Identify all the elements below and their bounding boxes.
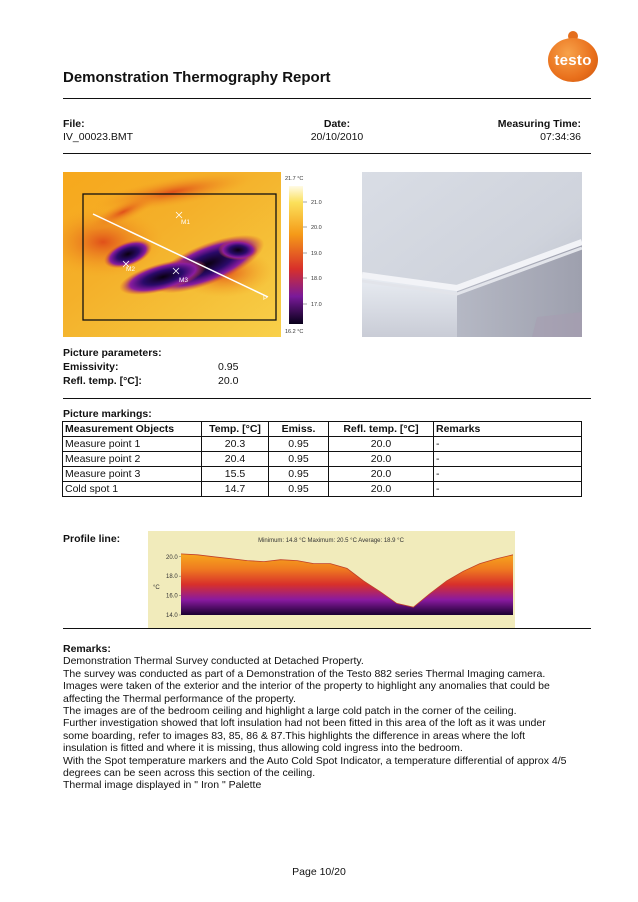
cell-temp: 20.4	[202, 452, 269, 467]
params-rule	[63, 398, 591, 399]
temperature-scale	[283, 172, 343, 337]
col-temp: Temp. [°C]	[202, 422, 269, 437]
remarks-line: With the Spot temperature markers and the Auto Cold Spot Indicator, a temperature differential of approx 4/5	[63, 754, 567, 767]
scale-tick: 17.0	[311, 302, 322, 308]
page-number: Page 10/20	[292, 866, 346, 878]
scale-tick: 21.0	[311, 200, 322, 206]
remarks-line: insulation is fitted and where it is missing, thus allowing cold ingress into the bedroom.	[63, 742, 463, 755]
cell-object: Measure point 3	[63, 467, 202, 482]
remarks-line: Demonstration Thermal Survey conducted at Detached Property.	[63, 655, 364, 668]
cell-emiss: 0.95	[269, 467, 329, 482]
cell-remarks: -	[434, 452, 582, 467]
visual-photo	[362, 172, 582, 337]
testo-logo: testo	[548, 38, 598, 82]
table-row	[63, 452, 582, 467]
cell-refl: 20.0	[329, 452, 434, 467]
cell-object: Measure point 2	[63, 452, 202, 467]
time-value: 07:34:36	[540, 131, 581, 143]
scale-tick: 19.0	[311, 251, 322, 257]
markings-table	[62, 421, 582, 497]
cell-temp: 15.5	[202, 467, 269, 482]
date-value: 20/10/2010	[310, 131, 364, 143]
remarks-line: Thermal image displayed in " Iron " Palette	[63, 779, 262, 792]
table-row	[63, 482, 582, 497]
remarks-heading: Remarks:	[63, 643, 111, 655]
picture-params-heading: Picture parameters:	[63, 347, 162, 359]
cell-refl: 20.0	[329, 437, 434, 452]
refl-temp-value: 20.0	[218, 375, 239, 387]
scale-tick: 20.0	[311, 225, 322, 231]
profile-label: Profile line:	[63, 533, 121, 545]
cell-emiss: 0.95	[269, 437, 329, 452]
marker-p: P	[263, 295, 268, 302]
marker-m3: M3	[179, 277, 189, 284]
profile-y-tick: 18.0	[166, 574, 178, 581]
profile-y-tick: 20.0	[166, 554, 178, 561]
remarks-line: degrees can be seen across this section of the ceiling.	[63, 767, 316, 780]
table-row	[63, 437, 582, 452]
scale-max: 21.7 °C	[285, 176, 304, 182]
remarks-section	[63, 643, 588, 792]
markings-heading: Picture markings:	[63, 408, 152, 420]
table-row	[63, 467, 582, 482]
col-remarks: Remarks	[434, 422, 582, 437]
profile-y-tick: 16.0	[166, 593, 178, 600]
cell-object: Measure point 1	[63, 437, 202, 452]
cell-temp: 20.3	[202, 437, 269, 452]
info-rule	[63, 153, 591, 154]
cell-remarks: -	[434, 482, 582, 497]
col-measurement-objects: Measurement Objects	[63, 422, 202, 437]
cell-temp: 14.7	[202, 482, 269, 497]
time-label: Measuring Time:	[497, 118, 581, 130]
profile-unit: °C	[153, 585, 160, 591]
col-emiss: Emiss.	[269, 422, 329, 437]
emissivity-value: 0.95	[218, 361, 239, 373]
profile-y-tick: 14.0	[166, 613, 178, 619]
page-title: Demonstration Thermography Report	[63, 69, 331, 86]
cell-object: Cold spot 1	[63, 482, 202, 497]
scale-tick: 18.0	[311, 276, 322, 282]
cell-refl: 20.0	[329, 482, 434, 497]
cell-remarks: -	[434, 467, 582, 482]
refl-temp-label: Refl. temp. [°C]:	[63, 375, 142, 387]
profile-chart	[148, 531, 515, 629]
table-header-row	[63, 422, 582, 437]
cell-refl: 20.0	[329, 467, 434, 482]
file-label: File:	[63, 118, 85, 130]
profile-stats: Minimum: 14.8 °C Maximum: 20.5 °C Average: 18.9 °C	[258, 538, 404, 544]
remarks-line: The images are of the bedroom ceiling and highlight a large cold patch in the corner of the ceiling.	[63, 705, 517, 718]
header-rule	[63, 98, 591, 99]
remarks-line: Images were taken of the exterior and the interior of the property to highlight any anomalies that could be	[63, 680, 550, 693]
profile-rule	[63, 628, 591, 629]
remarks-line: affecting the Thermal performance of the property.	[63, 692, 296, 705]
marker-m2: M2	[126, 266, 136, 273]
emissivity-label: Emissivity:	[63, 361, 119, 373]
remarks-line: Further investigation showed that loft insulation had not been fitted in this area of the loft as it was under	[63, 717, 546, 730]
cell-emiss: 0.95	[269, 452, 329, 467]
date-label: Date:	[323, 118, 351, 130]
col-refl-temp: Refl. temp. [°C]	[329, 422, 434, 437]
marker-m1: M1	[181, 219, 191, 226]
remarks-line: some boarding, refer to images 83, 85, 86 & 87.This highlights the difference in areas where the loft	[63, 729, 526, 742]
cell-emiss: 0.95	[269, 482, 329, 497]
file-value: IV_00023.BMT	[63, 131, 134, 143]
scale-min: 16.2 °C	[285, 329, 304, 335]
cell-remarks: -	[434, 437, 582, 452]
remarks-line: The survey was conducted as part of a Demonstration of the Testo 882 series Thermal Imaging camera.	[63, 667, 546, 680]
thermal-image	[63, 172, 281, 337]
